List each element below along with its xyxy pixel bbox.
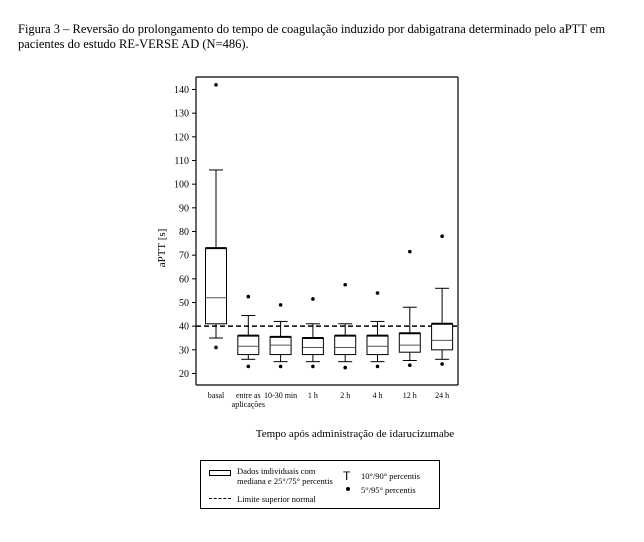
x-tick-label: 24 h <box>435 391 450 400</box>
legend-box-symbol <box>209 470 231 476</box>
y-tick-label: 80 <box>179 227 189 238</box>
x-tick-label: 10-30 min <box>264 391 298 400</box>
p5-dot <box>343 366 347 370</box>
y-tick-label: 70 <box>179 250 189 262</box>
p5-dot <box>440 362 444 366</box>
legend-whisker-label: 10°/90° percentis <box>361 471 420 481</box>
legend-dot-label: 5°/95° percentis <box>361 485 416 495</box>
y-tick-label: 130 <box>174 108 189 120</box>
y-axis-ticks <box>174 85 196 380</box>
chart-legend <box>200 460 440 509</box>
iqr-box <box>238 336 259 355</box>
legend-box-label-1: Dados individuais com <box>237 466 316 476</box>
y-tick-label: 20 <box>179 369 189 380</box>
p95-dot <box>376 291 380 295</box>
p95-dot <box>343 283 347 287</box>
iqr-box <box>367 336 388 355</box>
box-0 <box>206 83 227 349</box>
y-tick-label: 110 <box>174 156 189 167</box>
y-tick-label: 30 <box>179 345 189 357</box>
iqr-box <box>399 333 420 352</box>
y-tick-label: 120 <box>174 132 189 144</box>
x-tick-label: 4 h <box>372 391 383 400</box>
box-5 <box>367 291 388 368</box>
p5-dot <box>247 365 251 369</box>
y-tick-label: 140 <box>174 85 189 96</box>
x-tick-label: 1 h <box>307 391 318 400</box>
p5-dot <box>376 365 380 369</box>
iqr-box <box>270 337 291 355</box>
p95-dot <box>311 297 315 301</box>
y-tick-label: 100 <box>174 179 189 191</box>
y-tick-label: 50 <box>179 298 189 309</box>
p95-dot <box>408 250 412 254</box>
box-6 <box>399 250 420 367</box>
legend-dot-symbol <box>346 487 350 491</box>
legend-box-label-2: mediana e 25°/75° percentis <box>237 476 333 486</box>
figure-caption: Figura 3 – Reversão do prolongamento do tempo de coagulação induzido por dabigatrana determinado pelo aPTT em pacientes do estudo RE-VERSE AD (N=486). <box>18 22 606 51</box>
box-1 <box>238 295 259 368</box>
x-tick-label: entre as <box>235 391 261 400</box>
p95-dot <box>247 295 251 299</box>
p95-dot <box>279 303 283 307</box>
p5-dot <box>279 365 283 369</box>
box-7 <box>432 234 453 365</box>
iqr-box <box>302 338 323 355</box>
iqr-box <box>335 336 356 355</box>
y-axis-label: aPTT [s] <box>156 228 168 268</box>
p5-dot <box>214 346 218 350</box>
box-2 <box>270 303 291 368</box>
iqr-box <box>206 248 227 324</box>
p5-dot <box>408 363 412 367</box>
p95-dot <box>214 83 218 87</box>
p5-dot <box>311 365 315 369</box>
x-axis-tick-labels <box>208 391 449 409</box>
iqr-box <box>432 324 453 350</box>
x-tick-label: basal <box>207 391 225 400</box>
y-tick-label: 40 <box>179 321 189 333</box>
box-3 <box>302 297 323 368</box>
x-axis-label: Tempo após administração de idarucizumabe <box>255 428 455 440</box>
p95-dot <box>440 234 444 238</box>
x-tick-label: 12 h <box>402 391 417 400</box>
x-tick-label: aplicações <box>231 400 265 409</box>
y-tick-label: 90 <box>179 203 189 215</box>
legend-dash-label: Limite superior normal <box>237 494 316 504</box>
legend-dash-symbol <box>209 498 231 499</box>
x-tick-label: 2 h <box>340 391 351 400</box>
legend-whisker-symbol: T <box>343 469 351 483</box>
y-tick-label: 60 <box>179 274 189 286</box>
